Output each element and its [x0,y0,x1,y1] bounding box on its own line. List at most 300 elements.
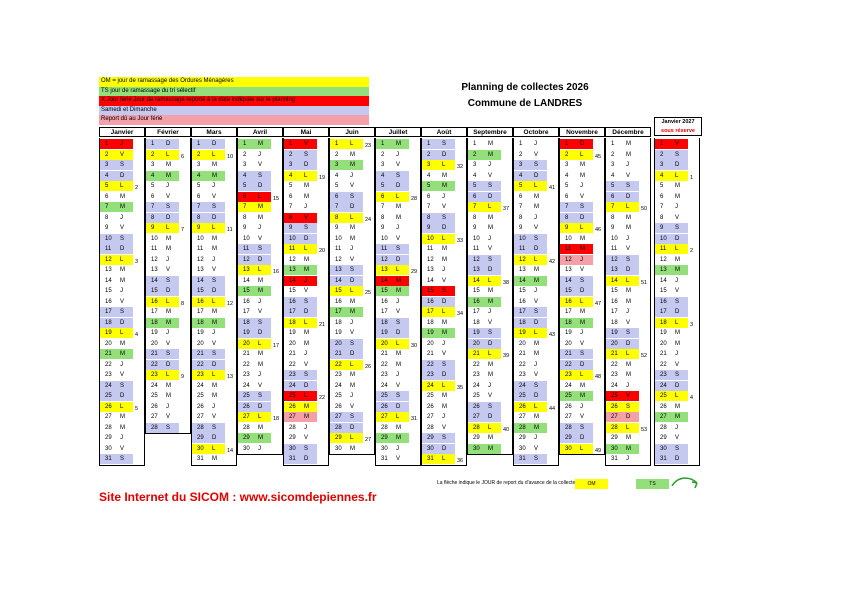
day-letter: M [120,277,125,284]
day-number: 15 [243,288,250,294]
day-cell [655,391,688,401]
day-cell [514,360,547,370]
day-number: 17 [105,309,112,315]
day-number: 22 [519,361,526,368]
day-cell [284,307,317,317]
day-number: 18 [243,319,250,326]
day-number: 3 [289,162,293,168]
page-subtitle: Commune de LANDRES [467,98,583,109]
day-number: 26 [243,403,250,410]
day-number: 7 [565,204,569,210]
day-cell [655,412,688,422]
day-number: 5 [197,183,201,189]
day-cell [376,349,409,359]
day-cell [468,255,501,265]
day-letter: M [396,141,401,147]
day-number: 6 [611,193,615,200]
day-cell [655,318,688,328]
day-letter: D [675,309,680,315]
day-letter: L [212,445,216,452]
day-cell [284,202,317,212]
day-number: 13 [151,267,158,273]
day-cell [560,412,593,422]
day-number: 26 [427,403,434,410]
day-cell [560,244,593,254]
day-number: 11 [381,246,388,252]
day-number: 2 [660,151,664,158]
day-number: 19 [611,330,618,336]
day-number: 3 [197,162,201,168]
day-letter: M [120,414,125,420]
day-letter: M [304,183,309,189]
day-cell [192,265,225,275]
week-number: 4 [690,395,694,401]
day-letter: S [304,372,309,378]
day-letter: D [442,298,447,305]
day-letter: S [166,424,171,431]
day-cell [560,381,593,391]
day-letter: L [212,298,216,305]
day-number: 1 [660,141,664,147]
day-letter: V [350,256,355,263]
day-cell [192,150,225,160]
day-letter: L [580,298,584,305]
day-number: 6 [381,193,385,200]
day-letter: D [534,319,539,326]
day-cell [422,370,455,380]
day-cell [146,370,179,380]
day-cell [468,192,501,202]
day-number: 2 [473,151,477,158]
day-cell [560,276,593,286]
day-number: 21 [151,351,158,357]
day-letter: J [534,288,537,294]
day-letter: S [396,319,401,326]
day-letter: V [626,393,631,399]
day-letter: L [580,445,584,452]
day-letter: S [212,424,217,431]
day-letter: S [675,298,680,305]
day-letter: M [534,204,539,210]
day-cell [238,318,271,328]
day-letter: L [304,172,308,179]
day-cell [238,213,271,223]
day-number: 17 [473,309,480,315]
day-letter: V [166,267,171,273]
day-number: 15 [611,288,618,294]
day-cell [606,307,639,317]
day-letter: M [258,361,263,368]
day-number: 23 [197,372,204,378]
day-cell [330,307,363,317]
day-cell [192,213,225,223]
day-cell [284,412,317,422]
day-letter: S [166,277,171,284]
week-number: 16 [273,269,280,275]
day-cell [146,223,179,233]
month-header: Août [421,127,467,137]
day-number: 18 [565,319,572,326]
week-number: 46 [595,227,602,233]
day-number: 15 [660,288,667,294]
day-cell [146,160,179,170]
day-cell [655,402,688,412]
day-letter: D [166,288,171,294]
day-number: 31 [519,456,526,462]
day-cell [146,328,179,338]
day-number: 30 [335,445,342,452]
day-cell [192,328,225,338]
day-letter: L [258,414,262,420]
day-cell [192,181,225,191]
day-cell [606,318,639,328]
day-number: 1 [381,141,385,147]
week-number: 8 [181,300,185,307]
day-number: 11 [473,246,480,252]
day-letter: M [258,435,263,441]
day-cell [468,307,501,317]
day-cell [514,412,547,422]
day-letter: S [580,424,585,431]
day-letter: S [675,445,680,452]
day-cell [284,381,317,391]
day-letter: M [675,414,680,420]
day-cell [422,381,455,391]
day-letter: S [442,288,447,294]
day-number: 18 [335,319,342,326]
day-number: 4 [427,172,431,179]
day-letter: D [534,246,539,252]
day-letter: M [396,288,401,294]
day-number: 20 [381,340,388,347]
day-letter: J [166,256,169,263]
day-letter: L [120,256,124,263]
day-letter: L [675,393,679,399]
day-letter: M [580,172,585,179]
day-number: 7 [611,204,615,210]
day-cell [606,454,639,464]
day-letter: J [580,403,583,410]
day-cell [284,276,317,286]
day-letter: J [120,435,123,441]
day-cell [560,255,593,265]
day-number: 9 [151,225,155,231]
month-header: Septembre [467,127,513,137]
day-number: 1 [611,141,615,147]
day-letter: L [166,372,170,378]
day-letter: D [120,172,125,179]
day-number: 12 [473,256,480,263]
day-letter: J [396,445,399,452]
day-number: 3 [473,162,477,168]
day-cell [468,181,501,191]
day-number: 31 [611,456,618,462]
day-cell [376,139,409,149]
day-number: 27 [335,414,342,420]
day-letter: S [258,393,263,399]
day-number: 24 [660,382,667,389]
day-letter: M [166,235,171,242]
day-letter: L [675,319,679,326]
day-number: 24 [289,382,296,389]
day-number: 10 [427,235,434,242]
day-cell [514,255,547,265]
day-cell [376,265,409,275]
day-letter: S [534,235,539,242]
day-letter: V [675,435,680,441]
day-letter: L [534,330,538,336]
day-number: 11 [427,246,434,252]
day-number: 17 [565,309,572,315]
day-number: 4 [335,172,339,179]
day-letter: M [534,414,539,420]
day-letter: S [350,193,355,200]
day-number: 30 [611,445,618,452]
day-number: 27 [519,414,526,420]
day-number: 7 [243,204,247,210]
day-number: 4 [519,172,523,179]
day-letter: M [212,172,217,179]
day-number: 28 [519,424,526,431]
day-cell [330,213,363,223]
day-letter: J [396,225,399,231]
day-letter: V [350,183,355,189]
month-header: Février [145,127,191,137]
day-cell [655,339,688,349]
day-cell [560,307,593,317]
day-number: 8 [611,214,615,221]
day-letter: S [120,162,125,168]
day-number: 11 [611,246,618,252]
day-letter: J [580,256,583,263]
day-cell [376,433,409,443]
day-number: 15 [289,288,296,294]
day-number: 10 [381,235,388,242]
day-number: 7 [473,204,477,210]
day-letter: M [212,235,217,242]
day-cell [238,286,271,296]
day-cell [192,391,225,401]
day-number: 25 [660,393,667,399]
day-cell [468,286,501,296]
day-number: 20 [427,340,434,347]
day-cell [468,150,501,160]
day-cell [100,213,133,223]
day-number: 24 [197,382,204,389]
day-number: 7 [335,204,339,210]
day-cell [606,297,639,307]
day-cell [146,381,179,391]
day-number: 16 [519,298,526,305]
day-letter: V [350,403,355,410]
day-letter: V [442,351,447,357]
day-letter: S [350,414,355,420]
day-letter: M [675,267,680,273]
day-number: 5 [335,183,339,189]
week-number: 2 [135,185,139,191]
report-arrow-icon [670,474,700,492]
day-cell [422,234,455,244]
day-number: 17 [243,309,250,315]
month-header: Avril [237,127,283,137]
day-cell [100,454,133,464]
day-letter: V [488,393,493,399]
week-number: 30 [411,342,418,349]
day-number: 5 [519,183,523,189]
day-cell [606,255,639,265]
day-cell [514,328,547,338]
day-cell [192,370,225,380]
day-letter: M [675,256,680,263]
day-cell [284,370,317,380]
day-number: 25 [565,393,572,399]
day-number: 24 [473,382,480,389]
day-number: 12 [565,256,572,263]
day-letter: D [675,456,680,462]
day-cell [468,381,501,391]
day-cell [560,181,593,191]
day-number: 6 [151,193,155,200]
day-number: 18 [427,319,434,326]
day-number: 29 [289,435,296,441]
day-cell [422,202,455,212]
day-letter: V [626,246,631,252]
day-cell [330,255,363,265]
day-number: 13 [243,267,250,273]
day-letter: D [396,403,401,410]
month-header: Mars [191,127,237,137]
week-number: 34 [457,311,464,317]
day-cell [655,276,688,286]
day-letter: J [350,319,353,326]
day-cell [514,433,547,443]
day-number: 28 [197,424,204,431]
day-number: 29 [197,435,204,441]
day-letter: J [212,403,215,410]
day-number: 19 [335,330,342,336]
day-cell [606,202,639,212]
day-cell [514,150,547,160]
day-letter: M [442,172,447,179]
day-cell [422,402,455,412]
day-cell [238,360,271,370]
day-letter: V [120,445,125,452]
day-number: 21 [289,351,296,357]
day-number: 12 [519,256,526,263]
day-letter: S [488,256,493,263]
day-number: 19 [105,330,112,336]
day-number: 25 [473,393,480,399]
day-letter: J [580,183,583,189]
day-letter: S [534,309,539,315]
week-number: 31 [411,416,418,422]
day-letter: V [258,309,263,315]
day-cell [422,223,455,233]
day-letter: M [488,372,493,378]
day-cell [192,276,225,286]
day-cell [468,213,501,223]
day-letter: V [166,193,171,200]
day-number: 27 [660,414,667,420]
day-number: 9 [197,225,201,231]
day-cell [238,391,271,401]
day-cell [238,307,271,317]
day-letter: L [442,382,446,389]
day-number: 5 [243,183,247,189]
day-number: 19 [660,330,667,336]
legend-chip-ts: TS [636,479,669,489]
day-cell [655,234,688,244]
day-cell [514,234,547,244]
day-cell [468,265,501,275]
day-letter: D [442,372,447,378]
day-cell [560,423,593,433]
day-number: 14 [289,277,296,284]
week-number: 38 [503,279,510,286]
day-letter: M [442,319,447,326]
day-number: 1 [565,141,569,147]
day-cell [146,171,179,181]
day-letter: M [534,340,539,347]
day-letter: D [396,330,401,336]
day-letter: S [166,204,171,210]
day-cell [422,181,455,191]
day-letter: M [350,309,355,315]
day-letter: D [675,235,680,242]
day-letter: S [120,382,125,389]
day-number: 10 [519,235,526,242]
day-cell [192,223,225,233]
day-cell [146,202,179,212]
day-cell [514,370,547,380]
day-cell [146,349,179,359]
day-cell [146,412,179,422]
day-number: 31 [427,456,434,462]
day-letter: M [350,151,355,158]
day-cell [422,150,455,160]
day-cell [284,433,317,443]
day-letter: S [488,403,493,410]
day-cell [146,150,179,160]
day-number: 23 [519,372,526,378]
day-letter: J [534,141,537,147]
day-letter: V [396,162,401,168]
day-letter: D [258,183,263,189]
day-cell [330,223,363,233]
day-letter: M [442,393,447,399]
day-number: 4 [473,172,477,179]
day-letter: J [626,162,629,168]
day-letter: L [534,183,538,189]
day-cell [330,381,363,391]
day-letter: J [488,382,491,389]
day-cell [238,412,271,422]
day-number: 4 [611,172,615,179]
week-number: 43 [549,332,556,338]
day-letter: L [258,340,262,347]
day-letter: V [580,193,585,200]
day-cell [560,213,593,223]
day-number: 8 [565,214,569,221]
day-cell [146,360,179,370]
week-number: 7 [181,227,185,233]
day-cell [192,433,225,443]
day-number: 9 [243,225,247,231]
day-letter: M [442,330,447,336]
day-cell [376,255,409,265]
day-cell [330,150,363,160]
day-number: 26 [660,403,667,410]
